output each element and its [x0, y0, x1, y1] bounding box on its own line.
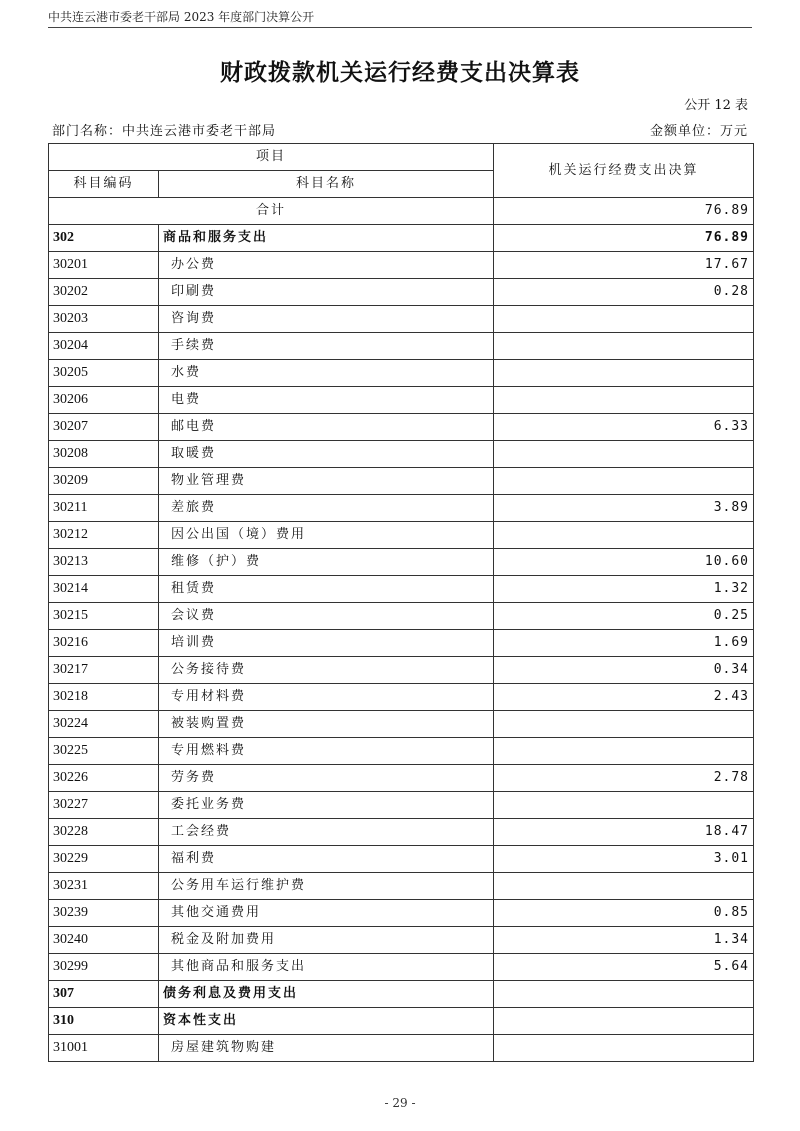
table-row [49, 441, 754, 468]
row-name: 取暖费 [159, 441, 494, 468]
table-row [49, 468, 754, 495]
table-row [49, 279, 754, 306]
row-name: 因公出国（境）费用 [159, 522, 494, 549]
row-name: 办公费 [159, 252, 494, 279]
row-name: 维修（护）费 [159, 549, 494, 576]
header-row-1 [49, 144, 754, 171]
row-name: 手续费 [159, 333, 494, 360]
expenditure-table [48, 143, 754, 1062]
row-amount [494, 333, 754, 360]
table-row [49, 360, 754, 387]
row-code: 310 [49, 1008, 159, 1035]
table-row [49, 495, 754, 522]
row-name: 房屋建筑物购建 [159, 1035, 494, 1062]
row-amount: 5.64 [494, 954, 754, 981]
table-row [49, 792, 754, 819]
header-rule [48, 27, 752, 28]
table-row [49, 981, 754, 1008]
table-row [49, 387, 754, 414]
row-amount: 6.33 [494, 414, 754, 441]
row-code: 30205 [49, 360, 159, 387]
row-code: 30206 [49, 387, 159, 414]
row-amount [494, 792, 754, 819]
row-amount [494, 711, 754, 738]
row-code: 30227 [49, 792, 159, 819]
row-name: 邮电费 [159, 414, 494, 441]
row-code: 30204 [49, 333, 159, 360]
row-name: 公务接待费 [159, 657, 494, 684]
row-name: 资本性支出 [159, 1008, 494, 1035]
row-name: 印刷费 [159, 279, 494, 306]
row-name: 商品和服务支出 [159, 225, 494, 252]
table-row [49, 414, 754, 441]
table-row [49, 846, 754, 873]
row-code: 30213 [49, 549, 159, 576]
row-name: 税金及附加费用 [159, 927, 494, 954]
table-row [49, 954, 754, 981]
row-amount [494, 306, 754, 333]
table-row [49, 576, 754, 603]
department-name: 部门名称：中共连云港市委老干部局 [52, 124, 277, 139]
row-name: 工会经费 [159, 819, 494, 846]
row-name: 咨询费 [159, 306, 494, 333]
row-name: 劳务费 [159, 765, 494, 792]
row-name: 物业管理费 [159, 468, 494, 495]
row-amount [494, 360, 754, 387]
table-row [49, 927, 754, 954]
row-amount: 17.67 [494, 252, 754, 279]
row-amount [494, 387, 754, 414]
row-amount: 1.34 [494, 927, 754, 954]
table-row [49, 522, 754, 549]
header-amount: 机关运行经费支出决算 [494, 144, 754, 198]
row-amount: 2.43 [494, 684, 754, 711]
row-code: 30240 [49, 927, 159, 954]
row-code: 30201 [49, 252, 159, 279]
row-name: 其他交通费用 [159, 900, 494, 927]
row-code: 307 [49, 981, 159, 1008]
table-row [49, 684, 754, 711]
row-amount [494, 738, 754, 765]
row-amount: 0.34 [494, 657, 754, 684]
table-row [49, 549, 754, 576]
table-row [49, 900, 754, 927]
row-code: 30207 [49, 414, 159, 441]
row-amount: 2.78 [494, 765, 754, 792]
row-amount: 10.60 [494, 549, 754, 576]
row-code: 30216 [49, 630, 159, 657]
row-code: 31001 [49, 1035, 159, 1062]
row-code: 30226 [49, 765, 159, 792]
total-label: 合计 [49, 198, 494, 225]
table-row [49, 657, 754, 684]
row-name: 公务用车运行维护费 [159, 873, 494, 900]
row-code: 30212 [49, 522, 159, 549]
row-name: 被装购置费 [159, 711, 494, 738]
row-code: 30209 [49, 468, 159, 495]
row-code: 30203 [49, 306, 159, 333]
row-code: 30228 [49, 819, 159, 846]
running-header: 中共连云港市委老干部局 2023 年度部门决算公开 [48, 10, 315, 24]
row-amount: 18.47 [494, 819, 754, 846]
row-code: 30231 [49, 873, 159, 900]
row-code: 30239 [49, 900, 159, 927]
total-amount: 76.89 [494, 198, 754, 225]
table-row [49, 306, 754, 333]
row-code: 30211 [49, 495, 159, 522]
row-amount [494, 468, 754, 495]
table-row [49, 603, 754, 630]
row-amount: 0.25 [494, 603, 754, 630]
table-row [49, 630, 754, 657]
row-amount: 0.28 [494, 279, 754, 306]
row-name: 会议费 [159, 603, 494, 630]
table-row [49, 711, 754, 738]
row-name: 债务利息及费用支出 [159, 981, 494, 1008]
row-amount [494, 873, 754, 900]
row-amount: 76.89 [494, 225, 754, 252]
table-row [49, 873, 754, 900]
table-row [49, 252, 754, 279]
row-name: 专用燃料费 [159, 738, 494, 765]
row-amount [494, 441, 754, 468]
header-item: 项目 [49, 144, 494, 171]
row-name: 差旅费 [159, 495, 494, 522]
row-amount: 3.01 [494, 846, 754, 873]
row-amount: 1.32 [494, 576, 754, 603]
table-row [49, 765, 754, 792]
row-code: 30225 [49, 738, 159, 765]
row-code: 30208 [49, 441, 159, 468]
row-amount [494, 981, 754, 1008]
row-name: 福利费 [159, 846, 494, 873]
table-row [49, 1008, 754, 1035]
row-name: 专用材料费 [159, 684, 494, 711]
row-code: 30214 [49, 576, 159, 603]
row-code: 30224 [49, 711, 159, 738]
row-code: 30202 [49, 279, 159, 306]
page-number: - 29 - [384, 1096, 416, 1110]
amount-unit: 金额单位：万元 [649, 124, 748, 139]
header-name: 科目名称 [159, 171, 494, 198]
row-amount [494, 1035, 754, 1062]
row-code: 30217 [49, 657, 159, 684]
row-code: 302 [49, 225, 159, 252]
row-name: 租赁费 [159, 576, 494, 603]
row-name: 水费 [159, 360, 494, 387]
table-row [49, 1035, 754, 1062]
row-code: 30215 [49, 603, 159, 630]
total-row [49, 198, 754, 225]
row-name: 培训费 [159, 630, 494, 657]
row-code: 30229 [49, 846, 159, 873]
row-name: 电费 [159, 387, 494, 414]
header-code: 科目编码 [49, 171, 159, 198]
row-name: 委托业务费 [159, 792, 494, 819]
row-amount [494, 522, 754, 549]
page-title: 财政拨款机关运行经费支出决算表 [220, 60, 580, 86]
row-name: 其他商品和服务支出 [159, 954, 494, 981]
table-row [49, 819, 754, 846]
table-number: 公开 12 表 [684, 98, 748, 113]
row-amount [494, 1008, 754, 1035]
row-code: 30218 [49, 684, 159, 711]
row-amount: 1.69 [494, 630, 754, 657]
row-code: 30299 [49, 954, 159, 981]
table-row [49, 738, 754, 765]
table-row [49, 333, 754, 360]
row-amount: 0.85 [494, 900, 754, 927]
row-amount: 3.89 [494, 495, 754, 522]
table-row [49, 225, 754, 252]
